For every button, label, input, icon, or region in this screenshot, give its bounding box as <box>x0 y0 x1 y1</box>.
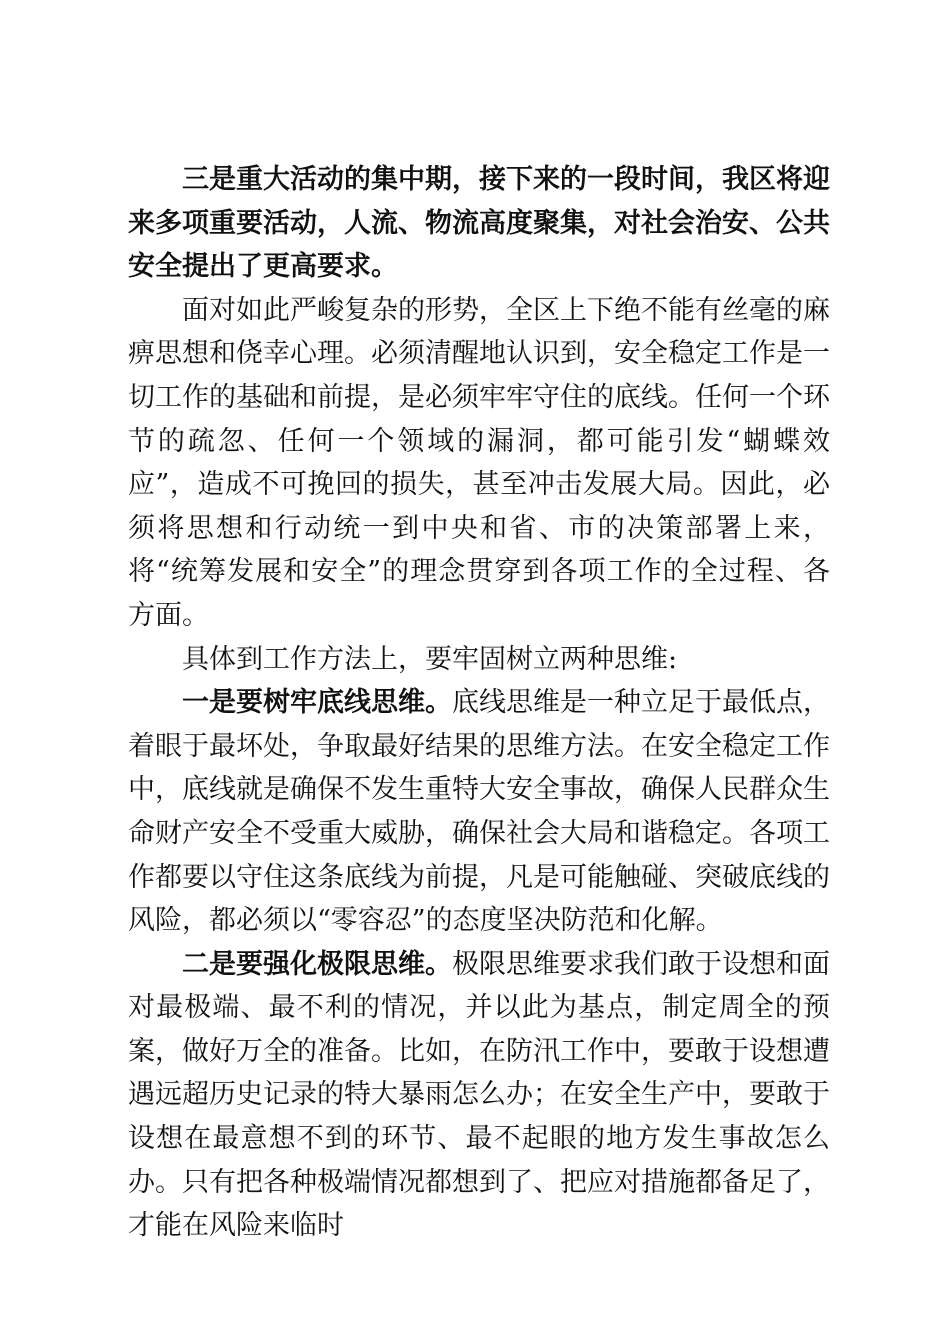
paragraph-methods-intro <box>128 638 830 682</box>
paragraph-text: 具体到工作方法上，要牢固树立两种思维: <box>182 643 678 675</box>
paragraph-lead: 一是要树牢底线思维。 <box>182 687 452 719</box>
paragraph-bottom-line-thinking <box>128 681 830 943</box>
paragraph-major-events <box>128 158 830 289</box>
paragraph-lead: 二是要强化极限思维。 <box>182 948 452 980</box>
document-page <box>128 158 830 1248</box>
paragraph-situation <box>128 289 830 638</box>
paragraph-extreme-thinking <box>128 943 830 1248</box>
paragraph-text: 三是重大活动的集中期，接下来的一段时间，我区将迎来多项重要活动，人流、物流高度聚集，对社会治安、公共安全提出了更高要求。 <box>128 164 830 283</box>
paragraph-text: 极限思维要求我们敢于设想和面对最极端、最不利的情况，并以此为基点，制定周全的预案，做好万全的准备。比如，在防汛工作中，要敢于设想遭遇远超历史记录的特大暴雨怎么办；在安全生产中，要敢于设想在最意想不到的环节、最不起眼的地方发生事故怎么办。只有把各种极端情况都想到了、把应对措施都备足了，才能在风险来临时 <box>128 948 830 1242</box>
paragraph-text: 底线思维是一种立足于最低点，着眼于最坏处，争取最好结果的思维方法。在安全稳定工作中，底线就是确保不发生重特大安全事故，确保人民群众生命财产安全不受重大威胁，确保社会大局和谐稳定。各项工作都要以守住这条底线为前提，凡是可能触碰、突破底线的风险，都必须以“零容忍”的态度坚决防范和化解。 <box>128 687 830 937</box>
paragraph-text: 面对如此严峻复杂的形势，全区上下绝不能有丝毫的麻痹思想和侥幸心理。必须清醒地认识到，安全稳定工作是一切工作的基础和前提，是必须牢牢守住的底线。任何一个环节的疏忽、任何一个领域的漏洞，都可能引发“蝴蝶效应”，造成不可挽回的损失，甚至冲击发展大局。因此，必须将思想和行动统一到中央和省、市的决策部署上来，将“统筹发展和安全”的理念贯穿到各项工作的全过程、各方面。 <box>128 294 830 631</box>
